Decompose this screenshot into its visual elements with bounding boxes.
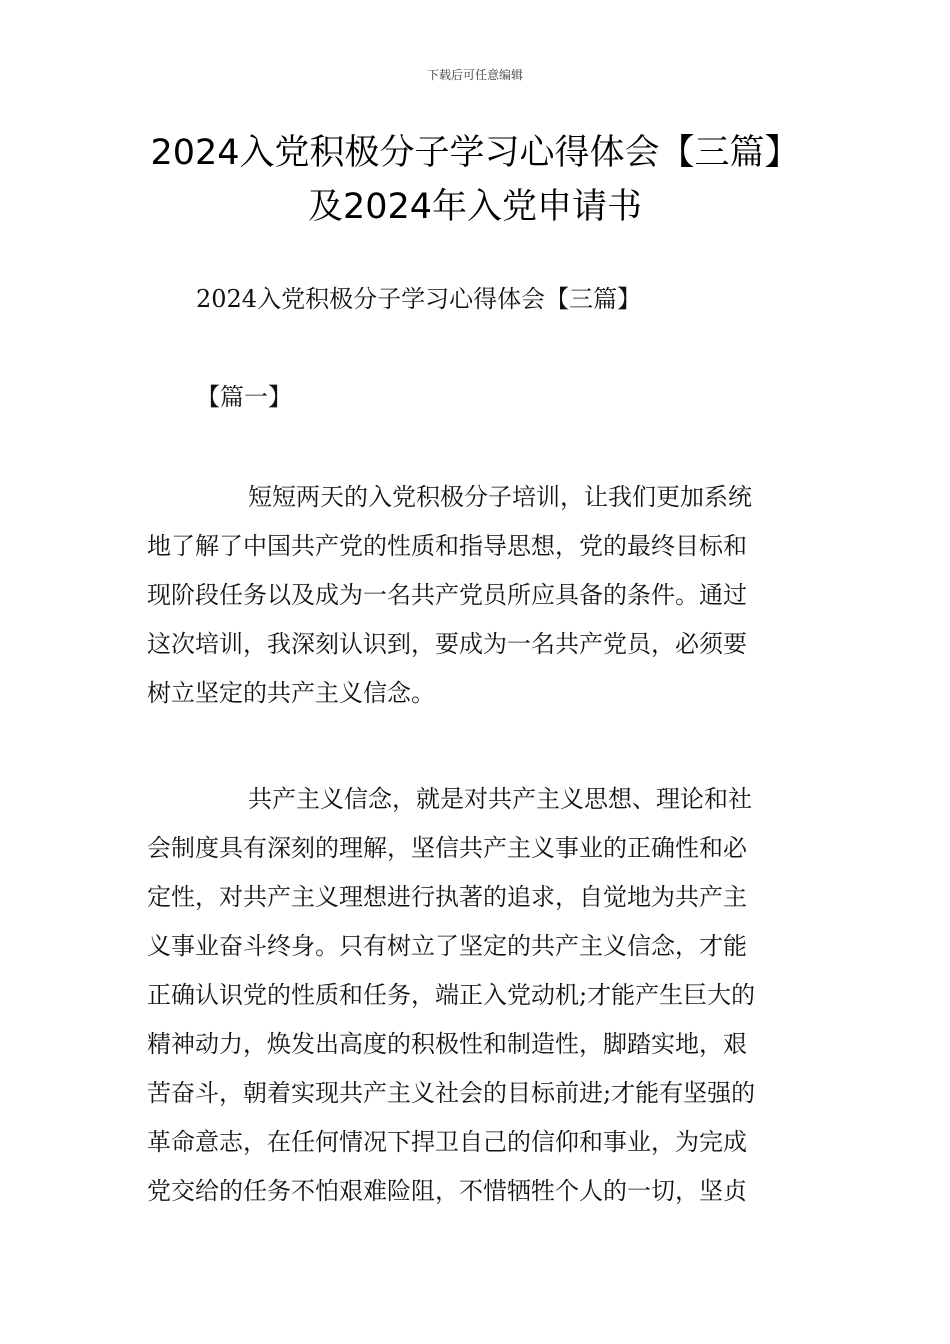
paragraph-line: 精神动力，焕发出高度的积极性和制造性，脚踏实地，艰 <box>147 1030 747 1058</box>
paragraph-line: 共产主义信念，就是对共产主义思想、理论和社 <box>248 785 752 813</box>
paragraph-line: 现阶段任务以及成为一名共产党员所应具备的条件。通过 <box>147 581 747 609</box>
paragraph-line: 苦奋斗，朝着实现共产主义社会的目标前进;才能有坚强的 <box>147 1079 756 1107</box>
paragraph-line: 正确认识党的性质和任务，端正入党动机;才能产生巨大的 <box>147 981 756 1009</box>
header-note: 下载后可任意编辑 <box>426 68 523 82</box>
paragraph-1 <box>147 473 807 718</box>
paragraph-line: 义事业奋斗终身。只有树立了坚定的共产主义信念，才能 <box>147 932 747 960</box>
document-title <box>100 126 850 234</box>
paragraph-2 <box>147 775 807 1216</box>
paragraph-line: 树立坚定的共产主义信念。 <box>147 679 435 707</box>
paragraph-line: 短短两天的入党积极分子培训，让我们更加系统 <box>248 483 752 511</box>
title-line-2: 及2024年入党申请书 <box>307 187 643 227</box>
title-line-1: 2024入党积极分子学习心得体会【三篇】 <box>150 133 800 173</box>
section-label: 【篇一】 <box>196 383 292 411</box>
paragraph-line: 地了解了中国共产党的性质和指导思想，党的最终目标和 <box>147 532 747 560</box>
paragraph-line: 定性，对共产主义理想进行执著的追求，自觉地为共产主 <box>147 883 747 911</box>
paragraph-line: 这次培训，我深刻认识到，要成为一名共产党员，必须要 <box>147 630 747 658</box>
paragraph-line: 会制度具有深刻的理解，坚信共产主义事业的正确性和必 <box>147 834 747 862</box>
paragraph-line: 革命意志，在任何情况下捍卫自己的信仰和事业，为完成 <box>147 1128 747 1156</box>
paragraph-line: 党交给的任务不怕艰难险阻，不惜牺牲个人的一切，坚贞 <box>147 1177 747 1205</box>
subtitle: 2024入党积极分子学习心得体会【三篇】 <box>196 285 642 313</box>
